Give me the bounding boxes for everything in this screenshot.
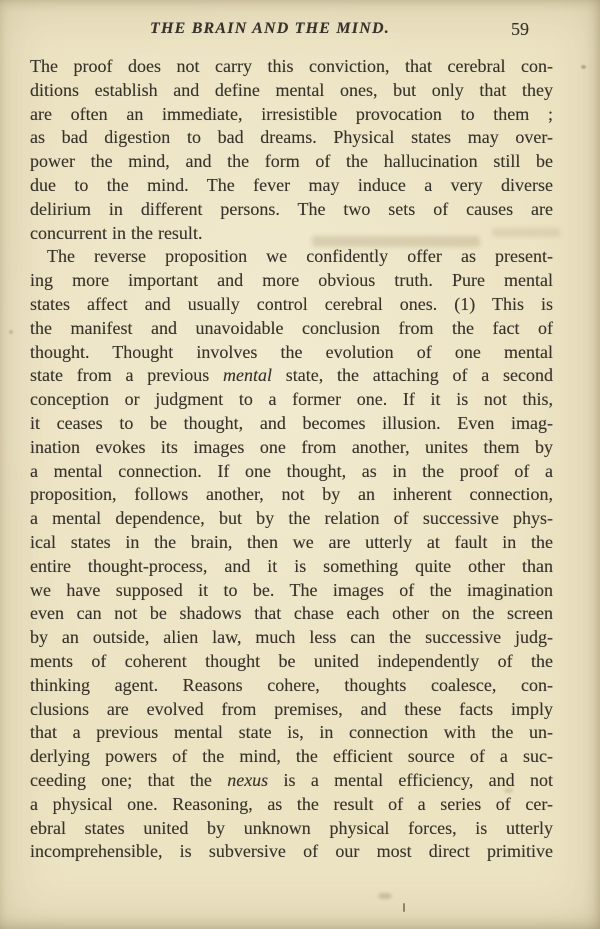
- text-segment: we have supposed it to be. The images of the imagination: [30, 579, 553, 600]
- text-segment: a mental dependence, but by the relation of successive phys-: [30, 508, 553, 529]
- text-segment: a mental connection. If one thought, as in the proof of a: [30, 460, 553, 481]
- text-segment: it ceases to be thought, and becomes illusion. Even imag-: [30, 412, 553, 433]
- text-segment: clusions are evolved from premises, and these facts imply: [30, 698, 553, 719]
- text-segment: are often an immediate, irresistible provocation to them ;: [30, 103, 553, 124]
- text-segment: as bad digestion to bad dreams. Physical states may over-: [30, 127, 553, 148]
- paper-stain: [403, 903, 405, 912]
- text-line: [30, 364, 553, 388]
- text-segment: ditions establish and define mental ones, but only that they: [30, 79, 553, 100]
- text-line: [30, 745, 553, 769]
- text-segment: delirium in different persons. The two sets of causes are: [30, 198, 553, 219]
- page-number: 59: [511, 19, 529, 39]
- text-segment: ical states in the brain, then we are utterly at fault in the: [30, 531, 553, 552]
- text-line: [30, 840, 553, 864]
- text-line: [30, 245, 553, 269]
- text-segment: ebral states united by unknown physical forces, is utterly: [30, 817, 553, 838]
- text-segment: incomprehensible, is subversive of our most direct primitive: [30, 841, 553, 862]
- text-line: [30, 555, 553, 579]
- text-line: [30, 674, 553, 698]
- paper-stain: [581, 65, 586, 69]
- text-line: [30, 698, 553, 722]
- text-segment: ceeding one; that the: [30, 769, 228, 790]
- text-segment: The reverse proposition we confidently offer as present-: [47, 246, 553, 267]
- italic-text: mental: [223, 365, 273, 386]
- text-segment: conception or judgment to a former one. If it is not this,: [30, 389, 553, 410]
- text-line: [30, 579, 553, 603]
- text-segment: derlying powers of the mind, the efficient source of a suc-: [30, 746, 553, 767]
- text-line: [30, 317, 553, 341]
- text-line: [30, 626, 553, 650]
- text-line: [30, 507, 553, 531]
- text-line: [30, 388, 553, 412]
- text-segment: ination evokes its images one from another, unites them by: [30, 436, 553, 457]
- text-segment: that a previous mental state is, in connection with the un-: [30, 722, 553, 743]
- text-line: [30, 103, 553, 127]
- text-line: [30, 483, 553, 507]
- text-line: [30, 721, 553, 745]
- text-line: [30, 55, 553, 79]
- text-segment: state from a previous: [30, 365, 224, 386]
- text-line: [30, 174, 553, 198]
- text-segment: even can not be shadows that chase each other on the screen: [30, 603, 553, 624]
- text-line: [30, 341, 553, 365]
- text-segment: power the mind, and the form of the hallucination still be: [30, 151, 553, 172]
- text-segment: the manifest and unavoidable conclusion from the fact of: [30, 317, 553, 338]
- text-line: [30, 150, 553, 174]
- page-body: [30, 55, 553, 864]
- text-line: [30, 769, 553, 793]
- text-line: [30, 222, 553, 246]
- text-segment: entire thought-process, and it is something quite other than: [30, 555, 553, 576]
- text-segment: a physical one. Reasoning, as the result of a series of cer-: [30, 793, 553, 814]
- text-segment: states affect and usually control cerebral ones. (1) This is: [30, 293, 553, 314]
- text-line: [30, 793, 553, 817]
- text-line: [30, 436, 553, 460]
- page-title: THE BRAIN AND THE MIND.: [150, 20, 390, 37]
- text-segment: thought. Thought involves the evolution of one mental: [30, 341, 553, 362]
- text-segment: by an outside, alien law, much less can the successive judg-: [30, 627, 553, 648]
- text-line: [30, 198, 553, 222]
- text-line: [30, 817, 553, 841]
- text-segment: state, the attaching of a second: [272, 365, 554, 386]
- italic-text: nexus: [227, 769, 269, 790]
- text-line: [30, 602, 553, 626]
- text-segment: The proof does not carry this conviction, that cerebral con-: [30, 56, 553, 76]
- text-line: [30, 293, 553, 317]
- paper-stain: [378, 893, 392, 899]
- text-segment: thinking agent. Reasons cohere, thoughts coalesce, con-: [30, 674, 553, 695]
- text-line: [30, 126, 553, 150]
- text-line: [30, 460, 553, 484]
- text-segment: ments of coherent thought be united independently of the: [30, 650, 553, 671]
- text-line: [30, 412, 553, 436]
- text-line: [30, 650, 553, 674]
- text-segment: due to the mind. The fever may induce a very diverse: [30, 174, 553, 195]
- text-segment: ing more important and more obvious truth. Pure mental: [30, 270, 553, 291]
- text-segment: concurrent in the result.: [30, 222, 203, 243]
- running-head: [0, 0, 600, 46]
- paper-stain: [9, 330, 13, 334]
- text-line: [30, 531, 553, 555]
- text-segment: proposition, follows another, not by an inherent connection,: [30, 484, 553, 505]
- text-line: [30, 79, 553, 103]
- text-segment: is a mental efficiency, and not: [268, 769, 553, 790]
- text-line: [30, 269, 553, 293]
